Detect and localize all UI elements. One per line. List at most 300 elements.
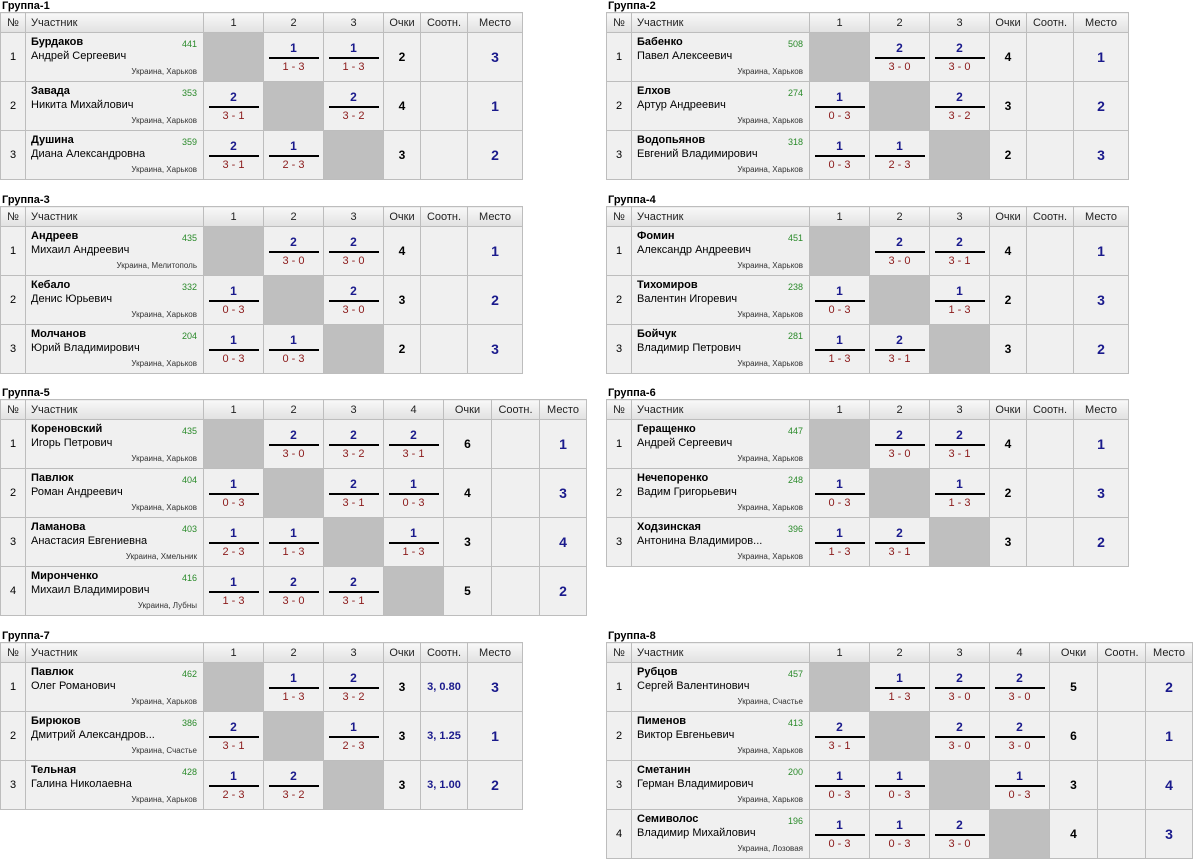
player-first-name: Игорь Петрович: [31, 437, 113, 449]
match-points: 2: [935, 234, 985, 253]
header-opponent-1[interactable]: 1: [810, 643, 870, 663]
player-number: 4: [1, 567, 26, 616]
header-participant[interactable]: Участник: [26, 207, 204, 227]
header-opponent-2[interactable]: 2: [870, 207, 930, 227]
match-result[interactable]: [930, 420, 990, 469]
match-points: 1: [935, 283, 985, 302]
header-opponent-1[interactable]: 1: [810, 207, 870, 227]
match-points: 1: [209, 768, 259, 787]
match-score: 1 - 3: [948, 496, 971, 509]
header-opponent-1[interactable]: 1: [810, 13, 870, 33]
player-location: Украина, Харьков: [131, 454, 197, 463]
header-opponent-2[interactable]: 2: [264, 400, 324, 420]
player-row: [607, 761, 1193, 810]
player-last-name[interactable]: Водопьянов: [637, 134, 706, 146]
match-points: 1: [329, 40, 379, 59]
ratio: [492, 518, 540, 567]
header-points[interactable]: Очки: [384, 13, 421, 33]
self-cell: [324, 131, 384, 180]
ratio: [421, 33, 468, 82]
player-number: 1: [1, 33, 26, 82]
match-points: 2: [209, 719, 259, 738]
player-first-name: Сергей Валентинович: [637, 680, 750, 692]
participant-cell: [632, 82, 810, 131]
total-points: 3: [990, 518, 1027, 567]
match-score: 0 - 3: [828, 158, 851, 171]
match-result[interactable]: [204, 761, 264, 810]
match-result[interactable]: [264, 761, 324, 810]
match-result[interactable]: [264, 227, 324, 276]
total-points: 4: [444, 469, 492, 518]
player-last-name[interactable]: Пименов: [637, 715, 687, 727]
header-points[interactable]: Очки: [990, 13, 1027, 33]
player-rating: 413: [787, 718, 803, 728]
player-last-name[interactable]: Молчанов: [31, 328, 86, 340]
match-points: 1: [875, 817, 925, 836]
header-opponent-1[interactable]: 1: [204, 400, 264, 420]
match-score: 3 - 1: [402, 447, 425, 460]
match-score: 0 - 3: [828, 788, 851, 801]
match-result[interactable]: [324, 469, 384, 518]
player-last-name[interactable]: Ламанова: [31, 521, 86, 533]
player-last-name[interactable]: Бойчук: [637, 328, 677, 340]
header-ratio[interactable]: Соотн.: [1027, 400, 1074, 420]
player-last-name[interactable]: Елхов: [637, 85, 671, 97]
header-points[interactable]: Очки: [384, 643, 421, 663]
match-result[interactable]: [324, 663, 384, 712]
player-row: [607, 420, 1129, 469]
match-points: 2: [329, 427, 379, 446]
header-number[interactable]: №: [1, 207, 26, 227]
group-title: Группа-4: [608, 194, 656, 206]
ratio: [1027, 227, 1074, 276]
match-result[interactable]: [264, 567, 324, 616]
match-result[interactable]: [264, 420, 324, 469]
header-place[interactable]: Место: [540, 400, 587, 420]
match-result[interactable]: [384, 518, 444, 567]
player-number: 2: [1, 82, 26, 131]
match-result[interactable]: [870, 227, 930, 276]
match-score: 3 - 0: [948, 739, 971, 752]
match-points: 1: [815, 283, 865, 302]
match-result[interactable]: [204, 469, 264, 518]
match-result[interactable]: [930, 810, 990, 859]
match-result[interactable]: [810, 518, 870, 567]
player-first-name: Денис Юрьевич: [31, 293, 113, 305]
header-points[interactable]: Очки: [990, 207, 1027, 227]
player-last-name[interactable]: Фомин: [637, 230, 675, 242]
player-last-name[interactable]: Кореновский: [31, 423, 103, 435]
match-score: 3 - 0: [888, 447, 911, 460]
match-score: 1 - 3: [948, 303, 971, 316]
match-score: 3 - 1: [222, 109, 245, 122]
player-location: Украина, Харьков: [737, 795, 803, 804]
header-place[interactable]: Место: [1146, 643, 1193, 663]
player-first-name: Антонина Владимиров...: [637, 535, 763, 547]
match-result[interactable]: [324, 567, 384, 616]
match-result[interactable]: [384, 420, 444, 469]
participant-cell: [26, 276, 204, 325]
match-result[interactable]: [204, 325, 264, 374]
header-opponent-3[interactable]: 3: [324, 207, 384, 227]
match-result[interactable]: [870, 420, 930, 469]
match-points: 1: [329, 719, 379, 738]
header-participant[interactable]: Участник: [26, 643, 204, 663]
match-points: 2: [995, 719, 1045, 738]
group-title: Группа-5: [2, 387, 50, 399]
place: 3: [468, 325, 523, 374]
match-score: 3 - 1: [948, 254, 971, 267]
participant-cell: [632, 761, 810, 810]
match-points: 2: [329, 234, 379, 253]
match-score: 3 - 1: [222, 158, 245, 171]
header-opponent-4[interactable]: 4: [384, 400, 444, 420]
header-opponent-2[interactable]: 2: [870, 13, 930, 33]
match-points: 2: [389, 427, 439, 446]
place: 1: [1074, 227, 1129, 276]
match-result[interactable]: [264, 131, 324, 180]
match-result[interactable]: [324, 420, 384, 469]
match-result[interactable]: [870, 663, 930, 712]
player-location: Украина, Харьков: [131, 697, 197, 706]
header-number[interactable]: №: [607, 207, 632, 227]
player-rating: 248: [787, 475, 803, 485]
header-place[interactable]: Место: [468, 207, 523, 227]
header-ratio[interactable]: Соотн.: [421, 13, 468, 33]
player-location: Украина, Мелитополь: [116, 261, 197, 270]
header-row: [1, 400, 587, 420]
header-opponent-3[interactable]: 3: [930, 13, 990, 33]
match-result[interactable]: [870, 810, 930, 859]
match-result[interactable]: [324, 82, 384, 131]
match-result[interactable]: [324, 276, 384, 325]
player-first-name: Вадим Григорьевич: [637, 486, 737, 498]
header-participant[interactable]: Участник: [26, 400, 204, 420]
match-result[interactable]: [264, 325, 324, 374]
match-score: 0 - 3: [828, 109, 851, 122]
header-number[interactable]: №: [607, 643, 632, 663]
header-participant[interactable]: Участник: [632, 207, 810, 227]
self-cell: [930, 325, 990, 374]
player-location: Украина, Харьков: [131, 67, 197, 76]
match-points: 1: [389, 525, 439, 544]
match-result[interactable]: [870, 761, 930, 810]
player-number: 2: [1, 276, 26, 325]
match-score: 3 - 1: [948, 447, 971, 460]
match-result[interactable]: [204, 82, 264, 131]
match-score: 0 - 3: [828, 496, 851, 509]
header-opponent-3[interactable]: 3: [930, 400, 990, 420]
match-points: 1: [935, 476, 985, 495]
match-score: 3 - 0: [342, 303, 365, 316]
match-score: 1 - 3: [828, 545, 851, 558]
results-table: [606, 206, 1129, 374]
match-result[interactable]: [810, 712, 870, 761]
header-opponent-1[interactable]: 1: [204, 13, 264, 33]
player-rating: 508: [787, 39, 803, 49]
total-points: 3: [384, 663, 421, 712]
match-points: 1: [269, 40, 319, 59]
header-place[interactable]: Место: [1074, 400, 1129, 420]
player-last-name[interactable]: Бирюков: [31, 715, 81, 727]
header-participant[interactable]: Участник: [632, 643, 810, 663]
player-number: 4: [607, 810, 632, 859]
self-cell: [204, 227, 264, 276]
header-opponent-2[interactable]: 2: [264, 13, 324, 33]
match-result[interactable]: [930, 469, 990, 518]
match-result[interactable]: [870, 131, 930, 180]
match-points: 2: [269, 768, 319, 787]
match-score: 3 - 0: [1008, 739, 1031, 752]
player-rating: 428: [181, 767, 197, 777]
total-points: 4: [384, 227, 421, 276]
match-result[interactable]: [810, 810, 870, 859]
self-cell: [264, 469, 324, 518]
player-last-name[interactable]: Геращенко: [637, 423, 696, 435]
match-score: 3 - 0: [282, 447, 305, 460]
player-row: [1, 82, 523, 131]
ratio: [421, 227, 468, 276]
place: 1: [468, 227, 523, 276]
header-opponent-3[interactable]: 3: [324, 13, 384, 33]
player-rating: 204: [181, 331, 197, 341]
match-result[interactable]: [810, 131, 870, 180]
player-row: [1, 469, 587, 518]
self-cell: [870, 469, 930, 518]
match-result[interactable]: [324, 712, 384, 761]
player-rating: 403: [181, 524, 197, 534]
total-points: 5: [444, 567, 492, 616]
header-opponent-2[interactable]: 2: [870, 400, 930, 420]
player-first-name: Андрей Сергеевич: [637, 437, 733, 449]
header-opponent-4[interactable]: 4: [990, 643, 1050, 663]
total-points: 5: [1050, 663, 1098, 712]
place: 2: [468, 131, 523, 180]
match-result[interactable]: [870, 325, 930, 374]
header-number[interactable]: №: [1, 643, 26, 663]
match-score: 2 - 3: [222, 545, 245, 558]
player-rating: 281: [787, 331, 803, 341]
match-result[interactable]: [930, 276, 990, 325]
header-number[interactable]: №: [1, 400, 26, 420]
participant-cell: [26, 663, 204, 712]
player-first-name: Михаил Владимирович: [31, 584, 150, 596]
match-score: 2 - 3: [282, 158, 305, 171]
participant-cell: [26, 469, 204, 518]
player-number: 2: [1, 469, 26, 518]
match-result[interactable]: [930, 82, 990, 131]
header-place[interactable]: Место: [468, 13, 523, 33]
header-points[interactable]: Очки: [990, 400, 1027, 420]
match-score: 0 - 3: [828, 837, 851, 850]
player-location: Украина, Харьков: [737, 165, 803, 174]
player-last-name[interactable]: Ходзинская: [637, 521, 701, 533]
place: 3: [1074, 131, 1129, 180]
match-result[interactable]: [810, 761, 870, 810]
header-opponent-3[interactable]: 3: [324, 400, 384, 420]
match-result[interactable]: [930, 663, 990, 712]
match-result[interactable]: [264, 518, 324, 567]
match-result[interactable]: [930, 712, 990, 761]
match-result[interactable]: [930, 33, 990, 82]
match-points: 2: [329, 89, 379, 108]
header-opponent-3[interactable]: 3: [930, 207, 990, 227]
match-score: 1 - 3: [282, 690, 305, 703]
player-location: Украина, Счастье: [737, 697, 803, 706]
match-result[interactable]: [204, 276, 264, 325]
header-place[interactable]: Место: [1074, 207, 1129, 227]
self-cell: [870, 712, 930, 761]
player-row: [1, 131, 523, 180]
header-opponent-2[interactable]: 2: [264, 207, 324, 227]
match-score: 2 - 3: [342, 739, 365, 752]
player-first-name: Михаил Андреевич: [31, 244, 130, 256]
match-result[interactable]: [204, 567, 264, 616]
place: 2: [468, 761, 523, 810]
header-opponent-3[interactable]: 3: [930, 643, 990, 663]
player-last-name[interactable]: Нечепоренко: [637, 472, 709, 484]
player-last-name[interactable]: Завада: [31, 85, 70, 97]
player-last-name[interactable]: Павлюк: [31, 666, 74, 678]
self-cell: [810, 227, 870, 276]
match-points: 1: [209, 525, 259, 544]
match-result[interactable]: [324, 227, 384, 276]
participant-cell: [632, 131, 810, 180]
match-result[interactable]: [264, 33, 324, 82]
match-result[interactable]: [810, 325, 870, 374]
match-score: 3 - 1: [222, 739, 245, 752]
ratio: [1098, 712, 1146, 761]
place: 1: [468, 82, 523, 131]
player-location: Украина, Харьков: [737, 67, 803, 76]
match-score: 1 - 3: [888, 690, 911, 703]
player-last-name[interactable]: Миронченко: [31, 570, 99, 582]
header-number[interactable]: №: [607, 400, 632, 420]
match-score: 0 - 3: [1008, 788, 1031, 801]
self-cell: [930, 131, 990, 180]
header-points[interactable]: Очки: [384, 207, 421, 227]
place: 1: [1074, 33, 1129, 82]
header-points[interactable]: Очки: [1050, 643, 1098, 663]
match-result[interactable]: [324, 33, 384, 82]
player-last-name[interactable]: Кебало: [31, 279, 71, 291]
header-place[interactable]: Место: [1074, 13, 1129, 33]
player-last-name[interactable]: Бабенко: [637, 36, 683, 48]
header-number[interactable]: №: [607, 13, 632, 33]
match-result[interactable]: [810, 82, 870, 131]
header-ratio[interactable]: Соотн.: [1098, 643, 1146, 663]
match-result[interactable]: [264, 663, 324, 712]
player-last-name[interactable]: Рубцов: [637, 666, 678, 678]
participant-cell: [26, 567, 204, 616]
header-ratio[interactable]: Соотн.: [1027, 13, 1074, 33]
player-first-name: Герман Владимирович: [637, 778, 754, 790]
self-cell: [204, 663, 264, 712]
player-rating: 396: [787, 524, 803, 534]
participant-cell: [26, 518, 204, 567]
player-row: [1, 33, 523, 82]
player-number: 2: [607, 712, 632, 761]
header-points[interactable]: Очки: [444, 400, 492, 420]
player-row: [607, 82, 1129, 131]
match-result[interactable]: [204, 518, 264, 567]
header-number[interactable]: №: [1, 13, 26, 33]
participant-cell: [26, 420, 204, 469]
player-last-name[interactable]: Тихомиров: [637, 279, 698, 291]
participant-cell: [632, 518, 810, 567]
player-last-name[interactable]: Андреев: [31, 230, 79, 242]
header-participant[interactable]: Участник: [632, 400, 810, 420]
player-last-name[interactable]: Сметанин: [637, 764, 691, 776]
match-score: 0 - 3: [828, 303, 851, 316]
header-opponent-1[interactable]: 1: [204, 643, 264, 663]
player-last-name[interactable]: Тельная: [31, 764, 77, 776]
match-score: 3 - 1: [342, 594, 365, 607]
player-first-name: Валентин Игоревич: [637, 293, 738, 305]
match-points: 1: [875, 138, 925, 157]
header-ratio[interactable]: Соотн.: [421, 207, 468, 227]
header-ratio[interactable]: Соотн.: [492, 400, 540, 420]
match-result[interactable]: [870, 33, 930, 82]
match-result[interactable]: [204, 712, 264, 761]
player-last-name[interactable]: Душина: [31, 134, 74, 146]
group-title: Группа-8: [608, 630, 656, 642]
match-points: 2: [329, 283, 379, 302]
self-cell: [264, 276, 324, 325]
participant-cell: [26, 761, 204, 810]
match-result[interactable]: [990, 712, 1050, 761]
results-table: [0, 642, 523, 810]
match-result[interactable]: [204, 131, 264, 180]
match-result[interactable]: [384, 469, 444, 518]
match-result[interactable]: [810, 276, 870, 325]
header-opponent-1[interactable]: 1: [810, 400, 870, 420]
self-cell: [930, 518, 990, 567]
header-opponent-2[interactable]: 2: [870, 643, 930, 663]
player-row: [1, 518, 587, 567]
match-result[interactable]: [930, 227, 990, 276]
player-row: [1, 712, 523, 761]
match-score: 3 - 0: [282, 254, 305, 267]
header-place[interactable]: Место: [468, 643, 523, 663]
total-points: 2: [990, 276, 1027, 325]
player-last-name[interactable]: Павлюк: [31, 472, 74, 484]
header-opponent-2[interactable]: 2: [264, 643, 324, 663]
participant-cell: [26, 227, 204, 276]
player-last-name[interactable]: Бурдаков: [31, 36, 84, 48]
place: 3: [1074, 276, 1129, 325]
ratio: [1098, 810, 1146, 859]
total-points: 4: [990, 420, 1027, 469]
match-result[interactable]: [810, 469, 870, 518]
match-result[interactable]: [870, 518, 930, 567]
player-location: Украина, Харьков: [131, 116, 197, 125]
match-points: 1: [995, 768, 1045, 787]
match-result[interactable]: [990, 761, 1050, 810]
header-opponent-3[interactable]: 3: [324, 643, 384, 663]
header-participant[interactable]: Участник: [632, 13, 810, 33]
player-last-name[interactable]: Семиволос: [637, 813, 699, 825]
group-title: Группа-1: [2, 0, 50, 12]
total-points: 2: [384, 33, 421, 82]
header-opponent-1[interactable]: 1: [204, 207, 264, 227]
match-result[interactable]: [990, 663, 1050, 712]
header-ratio[interactable]: Соотн.: [421, 643, 468, 663]
header-ratio[interactable]: Соотн.: [1027, 207, 1074, 227]
header-participant[interactable]: Участник: [26, 13, 204, 33]
player-row: [1, 761, 523, 810]
match-score: 1 - 3: [222, 594, 245, 607]
